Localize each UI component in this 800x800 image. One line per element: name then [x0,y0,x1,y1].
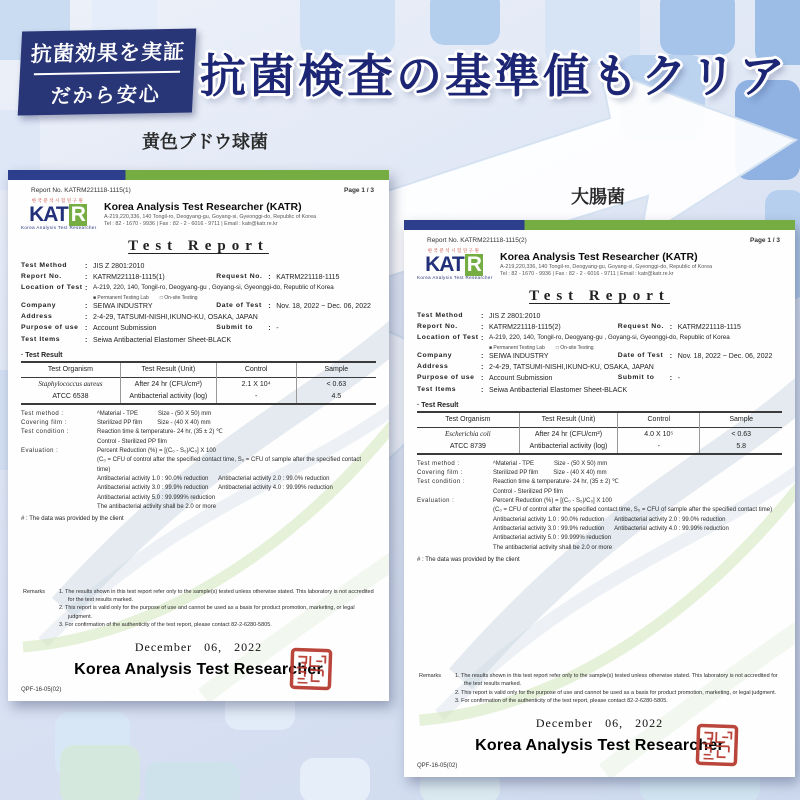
document-color-bar [8,170,389,180]
location-checkboxes: ■ Permanent Testing Lab □ On-site Testing [489,344,594,351]
note-label [417,544,493,553]
field-label: Submit to [216,324,253,332]
field-label: Request No. [617,323,665,331]
sample-value: < 0.63 [700,427,782,441]
colon: : [85,274,88,282]
field-label: Date of Test [216,302,262,310]
remarks [419,672,780,705]
letterhead [21,199,376,230]
note-text: Sterilized PP film Size - (40 X 40) mm [97,420,211,427]
test-result-section-title: · Test Result [417,402,782,409]
note-line [21,428,376,437]
organism-name: Staphylococcus aureus [38,380,103,389]
info-row-test-items [417,385,782,396]
col-test-result-unit: Test Result (Unit) [120,362,216,378]
test-report-document-staph [8,170,389,701]
note-label: Covering film : [21,420,67,427]
badge-line2: だから安心 [50,83,162,108]
col-control: Control [618,412,700,428]
document-color-bar [404,220,795,230]
page-number: Page 1 / 3 [344,187,374,194]
note-text: ᴬMaterial - TPE Size - (50 X 50) mm [493,460,608,467]
field-value: - [276,325,279,333]
page-number: Page 1 / 3 [750,237,780,244]
info-row-test-method [21,261,376,272]
org-contact: Tel : 82 - 1670 - 9936 | Fax : 82 - 2 - 6016 - 9711 | Email : katr@katr.re.kr [500,271,674,278]
note-line [417,525,782,534]
note-line [417,478,782,487]
badge-divider [34,70,180,75]
organism-strain: ATCC 8739 [449,443,486,451]
katr-korean-name: 한국분석시험연구원 [31,198,85,203]
note-text: Antibacterial activity 1.0 : 90.0% reduction Antibacterial activity 2.0 : 99.0% reduction [493,516,726,523]
signature-text: Korea Analysis Test Researcher [74,661,323,678]
note-line [21,419,376,428]
note-label [417,506,493,515]
field-value: JIS Z 2801:2010 [489,313,541,321]
red-seal-stamp-icon [695,723,738,766]
field-value: Account Submission [93,325,157,333]
colon: : [481,364,484,372]
remarks-list [59,588,374,629]
katr-caption: Korea Analysis Test Researcher [21,224,97,230]
katr-wordmark [21,204,95,226]
katr-green-square: R [466,252,481,276]
note-label: Evaluation : [21,448,59,455]
katr-wordmark [417,254,491,276]
note-line [21,475,376,484]
org-contact: Tel : 82 - 1670 - 9936 | Fax : 82 - 2 - 6016 - 9711 | Email : katr@katr.re.kr [104,221,278,228]
table-row [21,377,376,391]
info-row-location [21,283,376,294]
note-line [21,447,376,456]
field-label: Purpose of use [417,374,475,382]
field-value: A-219, 220, 140, Tongil-ro, Deogyang-gu , Goyang-si, Gyeonggi-do, Republic of Korea [93,284,334,292]
info-row-test-items [21,335,376,346]
field-value: Nov. 18, 2022 ~ Dec. 06, 2022 [276,303,371,311]
info-row-report-request [417,322,782,333]
note-line [21,456,376,475]
table-header-row [21,362,376,378]
colon: : [85,303,88,311]
note-line [417,506,782,515]
note-text: Reaction time & temperature- 24 hr, (35 ± 2) ℃ [493,479,619,486]
note-line [417,516,782,525]
table-row [417,441,782,454]
note-text: Percent Reduction (%) = [(C₀ - S₀)/C₀] X 100 [97,448,217,455]
note-line [21,410,376,419]
note-label: Covering film : [417,470,463,477]
field-label: Address [21,313,53,321]
note-label [417,534,493,543]
col-test-result-unit: Test Result (Unit) [519,412,618,428]
colon: : [669,353,673,361]
field-value: Seiwa Antibacterial Elastomer Sheet-BLACK [489,386,628,394]
org-details [500,251,782,279]
note-label: Test condition : [21,429,70,436]
field-label: Report No. [417,323,458,331]
field-value: Nov. 18, 2022 ~ Dec. 06, 2022 [677,353,773,361]
note-line [417,544,782,553]
katr-letters: KAT [425,252,464,276]
katr-caption: Korea Analysis Test Researcher [417,274,493,280]
field-label: Request No. [216,273,263,281]
field-label: Report No. [21,273,62,281]
katr-green-square: R [70,202,85,226]
location-checkboxes: ■ Permanent Testing Lab □ On-site Testing [93,294,198,301]
colon: : [481,353,484,361]
field-label: Location of Test [417,334,479,342]
note-line [417,534,782,543]
note-text: Percent Reduction (%) = [(C₀ - S₀)/C₀] X 100 [493,498,613,505]
note-label: Test condition : [417,479,466,486]
note-line [417,460,782,469]
remarks-label: Remarks [23,588,46,595]
note-text: Control - Sterilized PP film [97,438,167,445]
colon: : [481,313,484,321]
note-label: Evaluation : [417,498,455,505]
field-value: - [677,375,681,383]
field-label: Company [21,302,57,310]
organism-strain: ATCC 6538 [52,393,89,401]
colon: : [85,314,88,322]
method-notes [417,460,782,553]
note-line [417,488,782,497]
organism-label-staph: 黄色ブドウ球菌 [142,132,268,152]
katr-korean-name: 한국분석시험연구원 [427,248,481,253]
sample-value: 5.8 [700,441,782,454]
page-title: 抗菌検査の基準値もクリア [200,49,788,103]
col-test-organism: Test Organism [445,416,491,424]
org-name: Korea Analysis Test Researcher (KATR) [104,200,302,213]
note-line [417,469,782,478]
colon: : [85,336,88,344]
katr-letters: KAT [29,202,68,226]
field-label: Submit to [617,374,655,382]
note-label: Test method : [417,460,460,467]
note-text: The antibacterial activity shall be 2.0 or more [493,544,613,551]
org-name: Korea Analysis Test Researcher (KATR) [500,250,698,263]
test-result-section-title: · Test Result [21,352,376,359]
remark-item: 1. The results shown in this test report refer only to the sample(s) tested unless otherwise stated. This laboratory is not accredited for the test results marked. [455,673,778,688]
report-number: Report No. KATRM221118-1115(2) [427,237,527,244]
control-value: 2.1 X 10⁴ [216,377,296,391]
colon: : [268,325,271,333]
note-label [21,484,97,493]
col-test-organism: Test Organism [47,366,93,374]
sample-value: < 0.63 [296,377,376,391]
organism-name: Escherichia coli [445,430,491,439]
field-value: 2-4-29, TATSUMI-NISHI,IKUNO-KU, OSAKA, JAPAN [489,364,654,372]
remark-item: 3. For confirmation of the authenticity of the test report, please contact 82-2-6280-5805. [59,621,272,628]
field-value: KATRM221118-1115 [276,274,340,282]
note-line [21,438,376,447]
info-row-test-method [417,311,782,322]
remark-item: 2. This report is valid only for the purpose of use and cannot be used as a basis for product promotion, marketing, or legal judgment. [455,689,777,696]
client-data-note: # : The data was provided by the client [417,556,520,563]
note-line [417,497,782,506]
note-label [21,475,97,484]
note-line [21,503,376,512]
field-label: Test Items [21,335,61,343]
note-label [417,516,493,525]
field-label: Test Items [417,385,457,393]
field-value: KATRM221118-1115 [677,324,741,332]
test-result-table [417,411,782,455]
note-text: Reaction time & temperature- 24 hr, (35 ± 2) ℃ [97,429,223,436]
note-text: Control - Sterilized PP film [493,488,563,495]
info-row-purpose-submit [417,373,782,384]
badge-line1: 抗菌効果を実証 [30,40,186,66]
note-text: (C₀ = CFU of control after the specified contact time, S₀ = CFU of sample after the specified contact time) [493,507,773,514]
colon: : [85,263,88,271]
document-title: Test Report [529,288,670,305]
field-value: KATRM221118-1115(1) [93,274,165,282]
field-label: Location of Test [21,284,83,292]
report-number: Report No. KATRM221118-1115(1) [31,187,131,194]
colon: : [85,325,88,333]
remarks [23,588,374,629]
note-line [21,494,376,503]
remark-item: 3. For confirmation of the authenticity of the test report, please contact 82-2-6280-5805. [455,697,668,704]
org-address: A-219,220,336, 140 Tongil-ro, Deogyang-gu, Goyang-si, Gyeonggi-do, Republic of Korea [104,214,317,221]
report-header-line [21,184,376,194]
field-value: A-219, 220, 140, Tongil-ro, Deogyang-gu , Goyang-si, Gyeonggi-do, Republic of Korea [489,334,730,342]
field-value: SEIWA INDUSTRY [489,353,549,361]
note-line [21,484,376,493]
red-seal-stamp-icon [289,647,332,690]
field-label: Company [417,352,453,360]
note-text: Antibacterial activity 3.0 : 99.9% reduction Antibacterial activity 4.0 : 99.99% reduction [97,485,333,492]
col-sample: Sample [700,412,782,428]
table-header-row [417,412,782,428]
field-label: Test Method [417,312,464,320]
signature-row [417,737,782,755]
result-unit: Antibacterial activity (log) [519,441,618,454]
note-text: Antibacterial activity 1.0 : 90.0% reduction Antibacterial activity 2.0 : 99.0% reduction [97,475,330,482]
spacer [417,563,782,672]
issue-date: December 06, 2022 [134,640,263,654]
note-label [21,494,97,503]
spacer [21,522,376,588]
org-details [104,201,376,229]
client-data-note: # : The data was provided by the client [21,516,124,523]
table-row [417,427,782,441]
note-text: Antibacterial activity 5.0 : 99.999% reduction [97,494,216,501]
remark-item: 2. This report is valid only for the purpose of use and cannot be used as a basis for product promotion, marketing, or legal judgment. [59,605,355,620]
result-unit: Antibacterial activity (log) [120,391,216,404]
note-text: Antibacterial activity 3.0 : 99.9% reduction Antibacterial activity 4.0 : 99.99% reduction [493,525,729,532]
form-number: QPF-16-05(02) [21,687,62,693]
colon: : [481,386,484,394]
document-title: Test Report [128,238,269,255]
colon: : [481,324,484,332]
colon: : [85,285,88,293]
remarks-label: Remarks [419,673,442,679]
field-value: JIS Z 2801:2010 [93,263,145,271]
info-row-purpose-submit [21,323,376,334]
result-unit: After 24 hr (CFU/cm²) [519,427,618,441]
badge [18,28,197,115]
note-text: ᴬMaterial - TPE Size - (50 X 50) mm [97,410,212,417]
info-row-address [21,312,376,323]
colon: : [268,303,271,311]
info-row-address [417,362,782,373]
info-row-company-date [417,351,782,362]
field-label: Test Method [21,262,68,270]
field-value: Seiwa Antibacterial Elastomer Sheet-BLACK [93,336,232,344]
sample-value: 4.5 [296,391,376,404]
field-value: 2-4-29, TATSUMI-NISHI,IKUNO-KU, OSAKA, JAPAN [93,314,258,322]
document-body [8,180,389,701]
note-text: The antibacterial activity shall be 2.0 or more [97,503,217,510]
katr-logo [417,249,491,280]
katr-logo [21,199,95,230]
note-text: Sterilized PP film Size - (40 X 40) mm [493,470,607,477]
info-row-location [417,333,782,344]
control-value: - [216,391,296,404]
remarks-list [455,672,780,705]
report-header-line [417,234,782,244]
col-sample: Sample [296,362,376,378]
document-body [404,230,795,777]
field-value: Account Submission [489,375,553,383]
control-value: 4.0 X 10⁵ [618,427,700,441]
signature-text: Korea Analysis Test Researcher [475,737,724,754]
colon: : [481,335,484,343]
organism-label-ecoli: 大腸菌 [571,187,625,207]
colon: : [669,375,673,383]
note-label [21,503,97,512]
info-row-report-request [21,272,376,283]
letterhead [417,249,782,280]
note-label [21,456,97,475]
note-label [417,525,493,534]
field-label: Date of Test [617,352,664,360]
remark-item: 1. The results shown in this test report refer only to the sample(s) tested unless otherwise stated. This laboratory is not accredited for the test results marked. [59,588,374,603]
colon: : [481,375,484,383]
org-address: A-219,220,336, 140 Tongil-ro, Deogyang-gu, Goyang-si, Gyeonggi-do, Republic of Korea [500,264,713,271]
signature-row [21,661,376,679]
test-result-table [21,361,376,405]
table-row [21,391,376,404]
form-number: QPF-16-05(02) [417,763,458,769]
note-text: Antibacterial activity 5.0 : 99.999% reduction [493,535,612,542]
note-label [21,438,97,447]
colon: : [268,274,271,282]
note-text: (C₀ = CFU of control after the specified contact time, S₀ = CFU of sample after the specified contact time) [97,457,363,473]
field-label: Address [417,363,449,371]
col-control: Control [216,362,296,378]
field-label: Purpose of use [21,324,79,332]
method-notes [21,410,376,512]
control-value: - [618,441,700,454]
note-label: Test method : [21,410,64,417]
colon: : [669,324,673,332]
field-value: SEIWA INDUSTRY [93,303,153,311]
result-unit: After 24 hr (CFU/cm²) [120,377,216,391]
field-value: KATRM221118-1115(2) [489,324,561,332]
test-report-document-ecoli [404,220,795,777]
note-label [417,488,493,497]
info-row-company-date [21,301,376,312]
issue-date: December 06, 2022 [535,716,664,730]
